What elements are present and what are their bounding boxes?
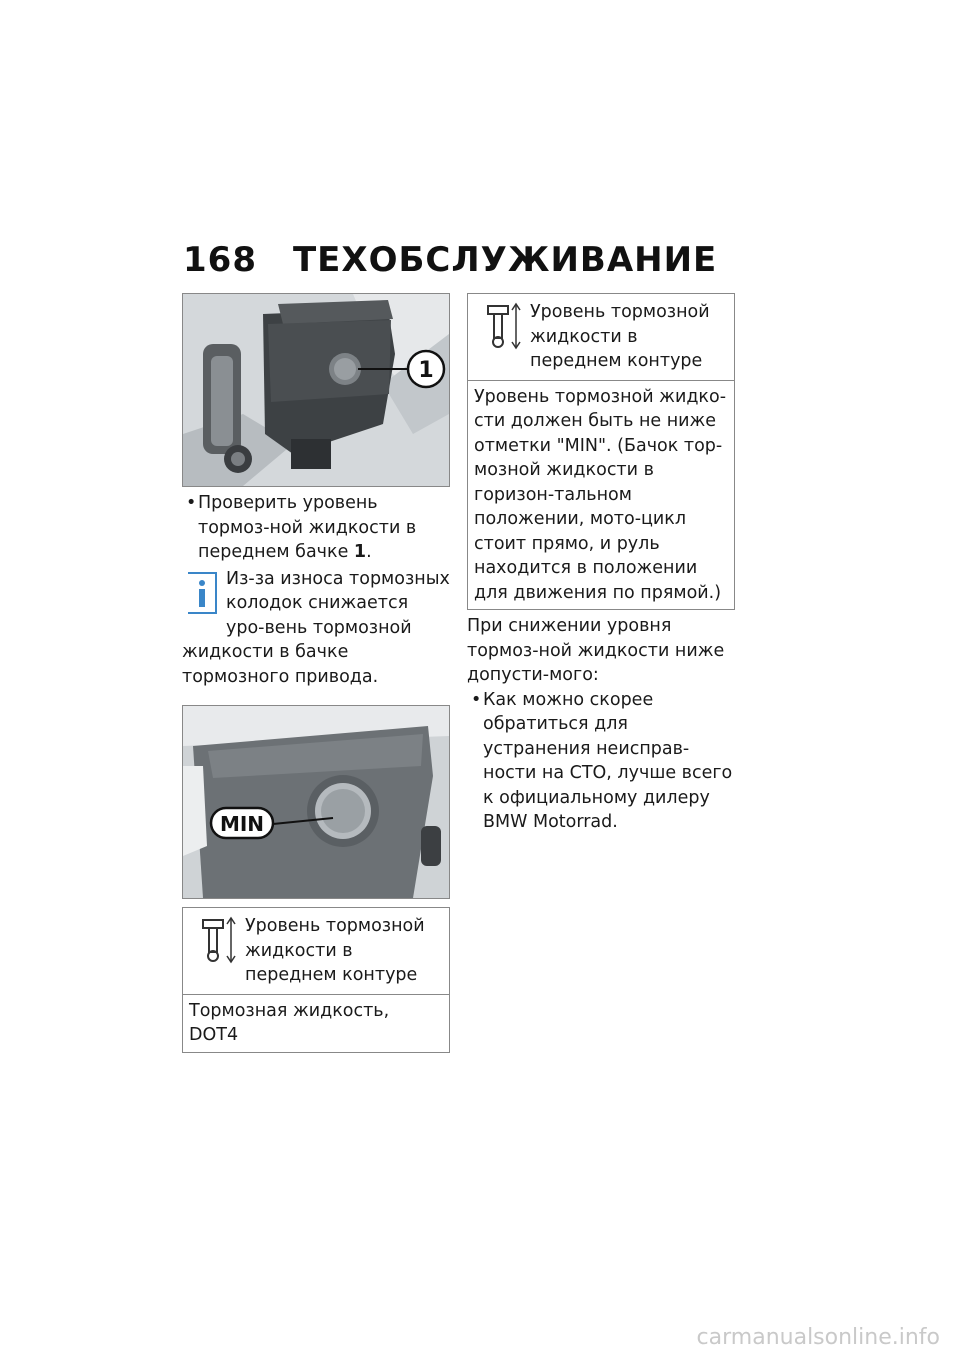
page-header — [183, 240, 717, 280]
check-level-end: . — [366, 542, 372, 562]
spec-value: Тормозная жидкость, DOT4 — [189, 1000, 390, 1045]
spec-header — [183, 908, 449, 995]
info-note-text: Из-за износа тормозных колодок снижается уро-вень тормозной жидкости в бачке тормозного привода. — [182, 568, 450, 687]
info-icon — [182, 569, 222, 617]
service-step: •Как можно скорее обратиться для устранения неисправ-ности на СТО, лучше всего к официальному дилеру BMW Motorrad. — [471, 689, 733, 832]
watermark: carmanualsonline.info — [696, 1325, 940, 1350]
min-label: MIN — [219, 812, 265, 836]
section-title: ТЕХОБСЛУЖИВАНИЕ — [292, 240, 718, 280]
low-level-paragraph: При снижении уровня тормоз-ной жидкости ниже допусти-мого: — [467, 616, 725, 685]
check-level-text: Проверить уровень тормоз-ной жидкости в переднем бачке — [198, 493, 417, 562]
page-number: 168 — [183, 240, 257, 280]
min-mark-photo — [182, 705, 450, 899]
left-column — [182, 293, 450, 1053]
callout-number: 1 — [418, 358, 434, 383]
spec-title: Уровень тормозной жидкости в переднем контуре — [245, 916, 425, 985]
ref-number: 1 — [353, 542, 367, 562]
spec-value: Уровень тормозной жидко-сти должен быть не ниже отметки "MIN". (Бачок тор-мозной жидкости в горизон-тальном положении, мото-цикл стоит прямо, и руль находится в положении для движения по прямой.) — [474, 386, 727, 603]
service-step-text: Как можно скорее обратиться для устранения неисправ-ности на СТО, лучше всего к официальному дилеру BMW Motorrad. — [483, 689, 733, 832]
info-note — [182, 567, 450, 690]
spec-header — [468, 294, 734, 381]
fluid-level-icon — [484, 300, 524, 352]
fluid-level-icon — [199, 914, 239, 966]
brake-level-spec — [467, 293, 735, 610]
right-column — [467, 293, 735, 835]
brake-fluid-spec — [182, 907, 450, 1053]
spec-title: Уровень тормозной жидкости в переднем контуре — [530, 302, 710, 371]
check-level-step: •Проверить уровень тормоз-ной жидкости в переднем бачке 1. — [186, 493, 417, 562]
brake-reservoir-photo — [182, 293, 450, 487]
